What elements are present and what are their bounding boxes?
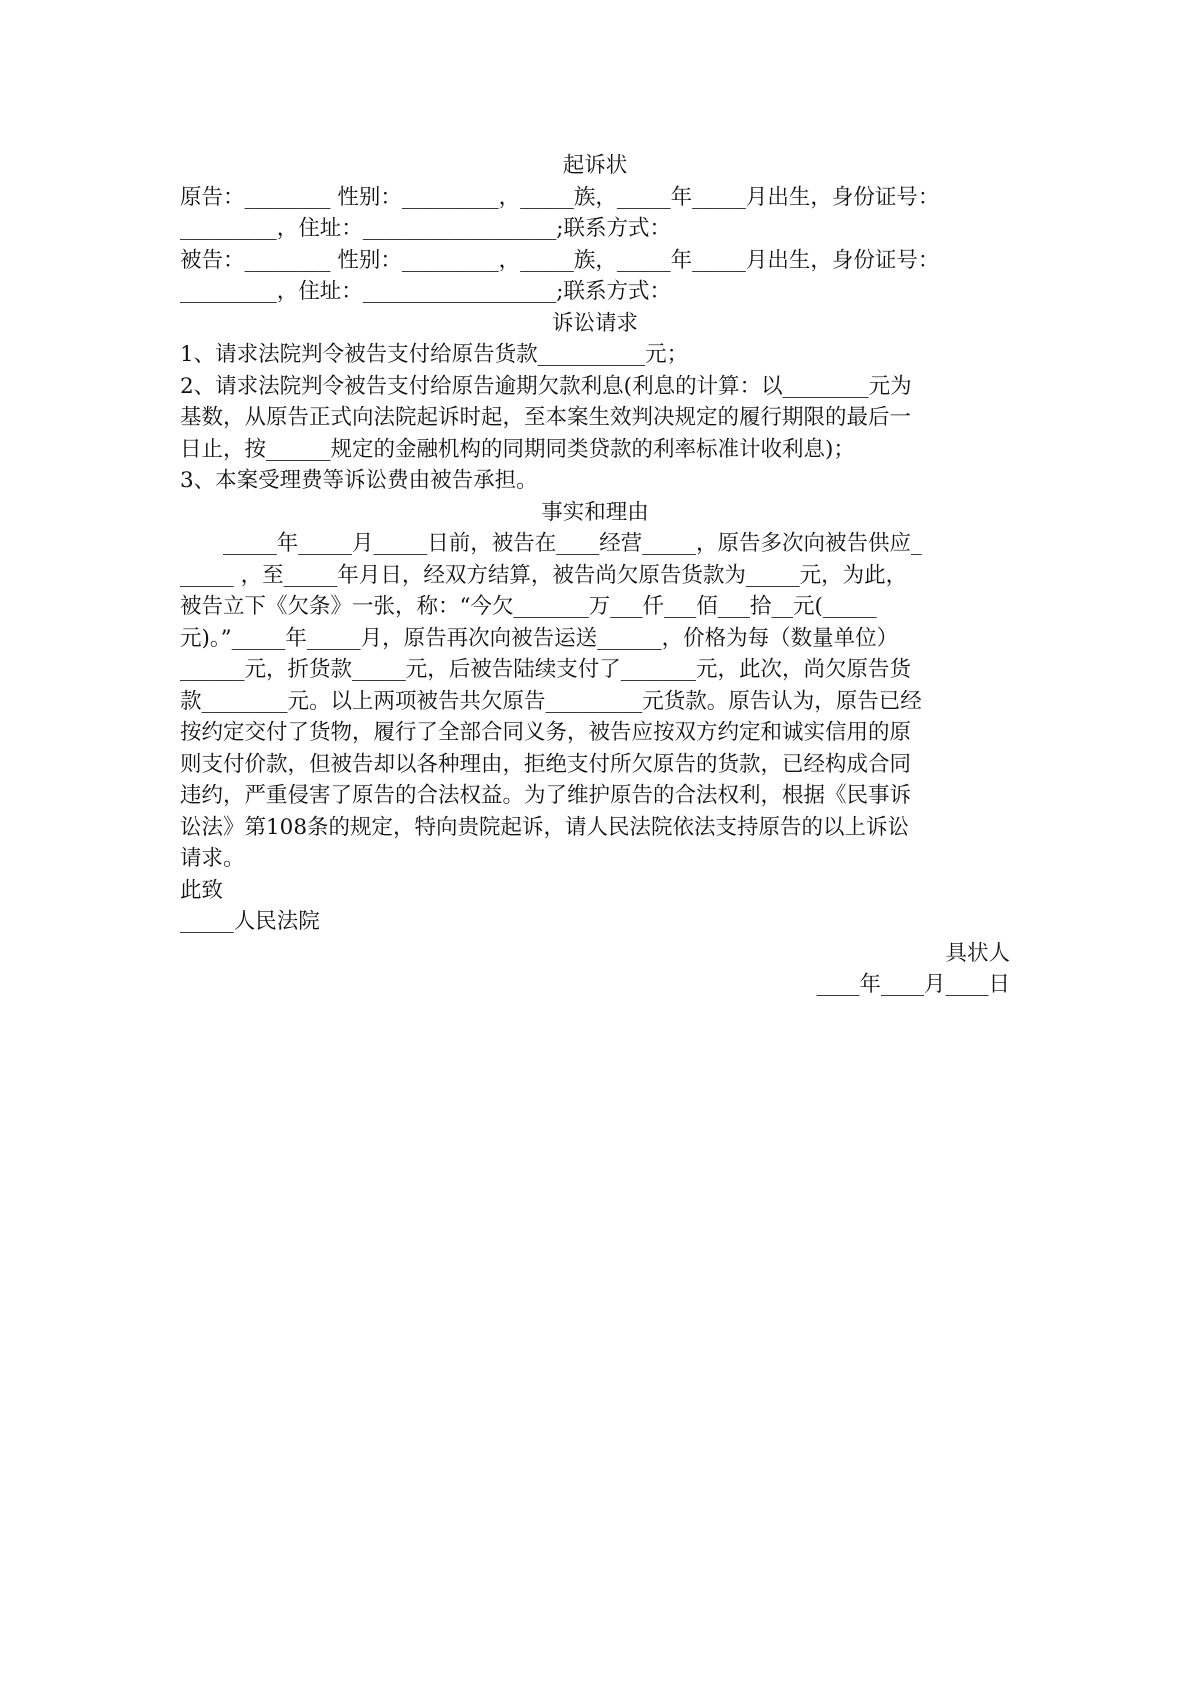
signature-date: ____年____月____日 [816, 972, 1010, 997]
claim-line: 3、本案受理费等诉讼费由被告承担。 [180, 468, 538, 493]
facts-line: 按约定交付了货物，履行了全部合同义务，被告应按双方约定和诚实信用的原 [180, 720, 912, 745]
defendant-info-line-1: 被告：________ 性别：_________，_____族，_____年_____月出生，身份证号： [180, 247, 940, 273]
facts-line: 款________元。以上两项被告共欠原告_________元货款。原告认为，原告已经 [180, 688, 922, 714]
claim-line: 2、请求法院判令被告支付给原告逾期欠款利息(利息的计算：以________元为 [180, 373, 912, 399]
facts-line: 请求。 [180, 846, 245, 871]
claim-line: 1、请求法院判令被告支付给原告货款__________元； [180, 342, 689, 367]
court-name: _____人民法院 [180, 909, 320, 934]
facts-line: _____ ，至_____年月日，经双方结算，被告尚欠原告货款为_____元，为此， [180, 562, 908, 588]
plaintiff-info-line-2: _________，住址：__________________;联系方式： [180, 216, 671, 241]
facts-line: _____年_____月_____日前，被告在____经营_____，原告多次向被告供应_ [223, 531, 922, 556]
facts-line: 则支付价款，但被告却以各种理由，拒绝支付所欠原告的货款，已经构成合同 [180, 751, 912, 777]
facts-line: ______元，折货款_____元，后被告陆续支付了_______元，此次，尚欠原告货 [180, 657, 912, 682]
facts-line: 讼法》第108条的规定，特向贵院起诉，请人民法院依法支持原告的以上诉讼 [180, 814, 910, 840]
facts-heading: 事实和理由 [541, 499, 649, 525]
facts-line: 被告立下《欠条》一张，称：“今欠_______万___仟___佰___拾__元(_____ [180, 594, 877, 619]
claims-heading: 诉讼请求 [551, 310, 638, 336]
document-title: 起诉状 [562, 153, 628, 178]
claim-line: 基数，从原告正式向法院起诉时起，至本案生效判决规定的履行期限的最后一 [180, 405, 912, 430]
closing-salutation: 此致 [180, 877, 224, 903]
facts-line: 元)。”_____年_____月，原告再次向被告运送______，价格为每（数量单位） [180, 625, 899, 651]
plaintiff-info-line-1: 原告：________ 性别：_________，_____族，_____年_____月出生，身份证号： [180, 184, 940, 210]
complaint-document [180, 150, 1010, 1001]
facts-line: 违约，严重侵害了原告的合法权益。为了维护原告的合法权利，根据《民事诉 [180, 783, 912, 808]
defendant-info-line-2: _________，住址：__________________;联系方式： [180, 279, 671, 304]
signer-label: 具状人 [945, 940, 1010, 966]
claim-line: 日止，按______规定的金融机构的同期同类贷款的利率标准计收利息)； [180, 436, 855, 462]
